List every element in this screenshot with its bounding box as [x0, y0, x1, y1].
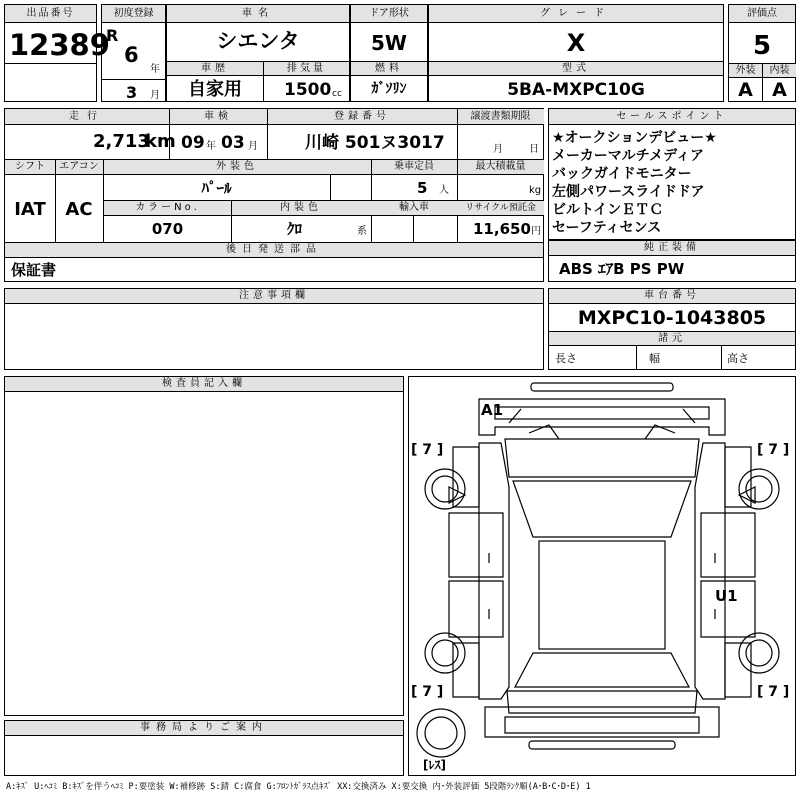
exterior-value: A — [738, 79, 753, 101]
office-header: 事務局よりご案内 — [5, 721, 403, 736]
first-reg-box — [101, 4, 166, 102]
displacement-value: 1500 — [284, 80, 332, 100]
score-header: 評価点 — [729, 5, 795, 23]
displacement-header: 排気量 — [264, 62, 349, 76]
color-no-header: カラーNo. — [104, 201, 231, 216]
history-header: 車歴 — [167, 62, 263, 76]
history-value: 自家用 — [188, 79, 242, 100]
inspection-year-unit: 年 — [206, 141, 216, 152]
score-box — [728, 4, 796, 102]
legend-text: A:ｷｽﾞ U:ﾍｺﾐ B:ｷｽﾞを伴うﾍｺﾐ P:要塗装 W:補修跡 S:錆 C:腐食 G:ﾌﾛﾝﾄｶﾞﾗｽ点ｷｽﾞ XX:交換済み X:要交換 内･外装評価 5段階ﾗﾝｸ順(A･B･C･D･E) 1 — [6, 782, 591, 792]
interior-header: 内装 — [763, 64, 796, 78]
sales-points-box — [548, 108, 796, 240]
sales-point-4: 左側パワースライドドア — [552, 184, 705, 200]
later-parts-header: 後日発送部品 — [5, 243, 543, 258]
doors-value: 5W — [371, 31, 407, 55]
int-color-unit: 系 — [357, 226, 367, 237]
ext-color-value: ﾊﾟｰﾙ — [201, 179, 232, 197]
inspection-month: 03 — [221, 133, 245, 153]
notes-box — [4, 288, 544, 370]
doors-box — [350, 4, 428, 62]
first-reg-year: 6 — [124, 43, 139, 67]
specs-length: 長さ — [555, 352, 577, 365]
car-diagram-svg — [409, 377, 795, 775]
transfer-day-unit: 日 — [529, 144, 539, 155]
sales-point-6: セーフティセンス — [552, 220, 662, 236]
lot-number: 12389 — [9, 28, 110, 62]
car-name-header: 車名 — [167, 5, 349, 23]
wheel-rr-rating: [ 7 ] — [757, 684, 790, 700]
later-parts-value: 保証書 — [11, 261, 57, 279]
first-reg-year-unit: 年 — [150, 64, 160, 75]
inspection-year: 09 — [181, 133, 205, 153]
damage-u1: U1 — [715, 587, 738, 605]
plate-header: 登録番号 — [267, 109, 457, 125]
specs-width: 幅 — [649, 352, 660, 365]
grade-header: グレード — [429, 5, 723, 23]
int-color-header: 内装色 — [231, 201, 371, 216]
damage-a1: A1 — [481, 401, 504, 419]
sales-point-1: ★オークションデビュー★ — [552, 130, 717, 146]
inspector-header: 検査員記入欄 — [5, 377, 403, 392]
car-name-value: シエンタ — [216, 29, 300, 53]
displacement-unit: cc — [332, 89, 342, 99]
shift-header: シフト — [5, 160, 55, 175]
exterior-header: 外装 — [729, 64, 763, 78]
specs-height: 高さ — [727, 352, 749, 365]
history-box — [166, 61, 264, 102]
aircon-value: AC — [65, 199, 93, 220]
recycle-unit: 円 — [531, 226, 541, 237]
equipment-header: 純正装備 — [549, 241, 795, 256]
grade-value: X — [566, 29, 586, 57]
wheel-fr-rating: [ 7 ] — [757, 442, 790, 458]
transfer-month-unit: 月 — [493, 144, 503, 155]
mileage-header: 走行 — [5, 109, 169, 125]
chassis-value: MXPC10-1043805 — [577, 307, 767, 329]
inspection-header: 車検 — [169, 109, 267, 125]
shift-value: IAT — [14, 199, 46, 220]
chassis-header: 車台番号 — [549, 289, 795, 304]
aircon-header: エアコン — [55, 160, 103, 175]
sales-point-2: メーカーマルチメディア — [552, 148, 705, 164]
office-box — [4, 720, 404, 776]
plate-value: 川崎 501ヌ3017 — [305, 133, 445, 153]
equipment-box — [548, 240, 796, 282]
transfer-header: 譲渡書類期限 — [457, 109, 544, 125]
fuel-value: ｶﾞｿﾘﾝ — [371, 81, 407, 97]
capacity-unit: 人 — [439, 185, 449, 196]
score-value: 5 — [752, 31, 772, 61]
model-box — [428, 61, 724, 102]
damage-diagram — [408, 376, 796, 776]
max-load-header: 最大積載量 — [457, 160, 544, 175]
sales-points-header: セールスポイント — [549, 109, 795, 125]
recycle-header: リサイクル預託金 — [457, 201, 544, 216]
fuel-header: 燃料 — [351, 62, 427, 76]
detail-block — [4, 108, 544, 282]
inspection-month-unit: 月 — [248, 141, 258, 152]
grade-box — [428, 4, 724, 62]
import-header: 輸入車 — [371, 201, 457, 216]
mileage-value: 2,713 — [93, 131, 150, 152]
lot-box — [4, 4, 110, 102]
wheel-fl-rating: [ 7 ] — [411, 442, 444, 458]
chassis-box — [548, 288, 796, 370]
sales-point-5: ビルトインＥＴＣ — [552, 202, 664, 218]
specs-header: 諸元 — [549, 331, 795, 346]
equipment-value: ABS ｴｱB PS PW — [559, 260, 685, 278]
capacity-header: 乗車定員 — [371, 160, 457, 175]
max-load-unit: kg — [529, 185, 542, 196]
color-no-value: 070 — [151, 220, 184, 238]
car-name-box — [166, 4, 350, 62]
capacity-value: 5 — [417, 179, 428, 197]
model-header: 型式 — [429, 62, 723, 76]
inspector-box — [4, 376, 404, 716]
notes-header: 注意事項欄 — [5, 289, 543, 304]
first-reg-month-unit: 月 — [150, 90, 160, 101]
recycle-value: 11,650 — [473, 220, 531, 238]
lot-header: 出品番号 — [5, 5, 96, 23]
first-reg-header: 初度登録 — [102, 5, 165, 23]
interior-value: A — [772, 79, 787, 101]
sales-point-3: バックガイドモニター — [552, 166, 692, 182]
model-value: 5BA-MXPC10G — [507, 80, 645, 100]
first-reg-era: R — [106, 26, 119, 45]
ext-color-header: 外装色 — [103, 160, 371, 175]
int-color-value: ｸﾛ — [287, 220, 303, 238]
first-reg-month: 3 — [126, 83, 138, 102]
displacement-box — [263, 61, 350, 102]
doors-header: ドア形状 — [351, 5, 427, 23]
wheel-rl-rating: [ 7 ] — [411, 684, 444, 700]
fuel-box — [350, 61, 428, 102]
spare-tire-label: [ﾚｽ] — [423, 758, 446, 772]
mileage-unit: km — [145, 131, 176, 152]
